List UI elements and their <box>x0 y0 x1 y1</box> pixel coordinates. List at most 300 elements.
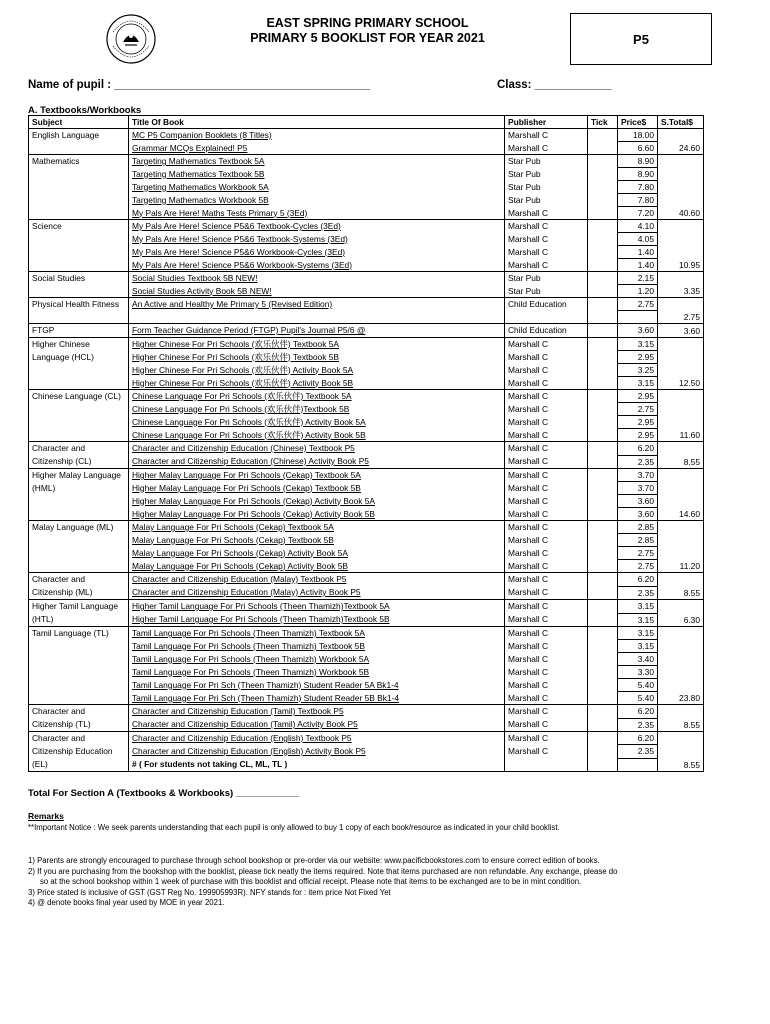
subject-cell: Character and Citizenship (TL) <box>29 705 129 732</box>
book-title: Chinese Language For Pri Schools (欢乐伙伴) Activity Book 5B <box>129 429 505 442</box>
tick-cell[interactable] <box>588 129 618 142</box>
price-cell: 3.40 <box>618 653 658 666</box>
book-title: Higher Tamil Language For Pri Schools (Theen Thamizh)Textbook 5B <box>129 613 505 627</box>
price-cell: 2.95 <box>618 416 658 429</box>
table-row <box>29 732 704 745</box>
publisher-cell <box>505 311 588 324</box>
table-row <box>29 246 704 259</box>
tick-cell[interactable] <box>588 547 618 560</box>
price-cell: 2.15 <box>618 272 658 285</box>
tick-cell[interactable] <box>588 640 618 653</box>
table-row <box>29 679 704 692</box>
publisher-cell: Child Education <box>505 298 588 311</box>
price-cell: 3.60 <box>618 508 658 521</box>
price-cell: 2.35 <box>618 745 658 758</box>
table-row <box>29 521 704 534</box>
tick-cell[interactable] <box>588 207 618 220</box>
publisher-cell: Marshall C <box>505 246 588 259</box>
note-item: 1) Parents are strongly encouraged to purchase through school bookshop or pre-order via our website: www.pacificbookstores.com to ensure correct edition of books. <box>28 856 600 865</box>
subtotal-cell: 24.60 <box>658 129 704 155</box>
table-row <box>29 613 704 627</box>
book-title: Social Studies Textbook 5B NEW! <box>129 272 505 285</box>
price-cell: 2.75 <box>618 560 658 573</box>
publisher-cell: Marshall C <box>505 259 588 272</box>
col-publisher: Publisher <box>505 116 588 129</box>
remarks-heading: Remarks <box>28 811 64 821</box>
tick-cell[interactable] <box>588 272 618 285</box>
book-title: Character and Citizenship Education (Tamil) Textbook P5 <box>129 705 505 719</box>
tick-cell[interactable] <box>588 181 618 194</box>
table-row <box>29 403 704 416</box>
booklist-subtitle: PRIMARY 5 BOOKLIST FOR YEAR 2021 <box>250 31 485 45</box>
tick-cell[interactable] <box>588 142 618 155</box>
book-title: Form Teacher Guidance Period (FTGP) Pupil's Journal P5/6 @ <box>129 324 505 338</box>
subtotal-cell: 6.30 <box>658 600 704 627</box>
price-cell: 3.70 <box>618 482 658 495</box>
table-row <box>29 351 704 364</box>
subject-cell: Mathematics <box>29 155 129 220</box>
price-cell: 2.85 <box>618 521 658 534</box>
book-title: Tamil Language For Pri Schools (Theen Thamizh) Workbook 5B <box>129 666 505 679</box>
publisher-cell: Marshall C <box>505 692 588 705</box>
price-cell: 2.75 <box>618 298 658 311</box>
publisher-cell: Marshall C <box>505 220 588 233</box>
publisher-cell: Marshall C <box>505 377 588 390</box>
table-row <box>29 758 704 771</box>
price-cell: 2.35 <box>618 718 658 732</box>
publisher-cell: Marshall C <box>505 613 588 627</box>
tick-cell[interactable] <box>588 455 618 469</box>
book-title: My Pals Are Here! Science P5&6 Workbook-Systems (3Ed) <box>129 259 505 272</box>
book-title: Character and Citizenship Education (Chinese) Activity Book P5 <box>129 455 505 469</box>
price-cell: 2.95 <box>618 351 658 364</box>
price-cell: 2.75 <box>618 403 658 416</box>
publisher-cell: Marshall C <box>505 600 588 614</box>
table-row <box>29 129 704 142</box>
book-title: Chinese Language For Pri Schools (欢乐伙伴) Textbook 5A <box>129 390 505 403</box>
table-row <box>29 377 704 390</box>
price-cell: 2.35 <box>618 455 658 469</box>
tick-cell[interactable] <box>588 600 618 614</box>
price-cell: 5.40 <box>618 679 658 692</box>
book-title: Tamil Language For Pri Schools (Theen Thamizh) Textbook 5B <box>129 640 505 653</box>
book-title: My Pals Are Here! Science P5&6 Workbook-Cycles (3Ed) <box>129 246 505 259</box>
tick-cell[interactable] <box>588 495 618 508</box>
table-row <box>29 194 704 207</box>
book-title: An Active and Healthy Me Primary 5 (Revised Edition) <box>129 298 505 311</box>
subtotal-cell: 11.60 <box>658 390 704 442</box>
col-tick: Tick <box>588 116 618 129</box>
tick-cell[interactable] <box>588 732 618 745</box>
subtotal-cell: 3.35 <box>658 272 704 298</box>
tick-cell[interactable] <box>588 573 618 587</box>
publisher-cell: Marshall C <box>505 508 588 521</box>
publisher-cell: Marshall C <box>505 534 588 547</box>
subtotal-cell: 14.60 <box>658 469 704 521</box>
tick-cell[interactable] <box>588 653 618 666</box>
class-field[interactable]: Class: ____________ <box>497 79 612 91</box>
subtotal-cell: 3.60 <box>658 324 704 338</box>
book-title: Tamil Language For Pri Sch (Theen Thamizh) Student Reader 5A Bk1-4 <box>129 679 505 692</box>
subject-cell: Character and Citizenship (ML) <box>29 573 129 600</box>
price-cell: 5.40 <box>618 692 658 705</box>
book-title: Targeting Mathematics Textbook 5A <box>129 155 505 168</box>
tick-cell[interactable] <box>588 627 618 640</box>
subtotal-cell: 10.95 <box>658 220 704 272</box>
price-cell: 6.20 <box>618 732 658 745</box>
subject-cell: Social Studies <box>29 272 129 298</box>
book-title: Tamil Language For Pri Schools (Theen Thamizh) Workbook 5A <box>129 653 505 666</box>
tick-cell[interactable] <box>588 758 618 771</box>
tick-cell[interactable] <box>588 324 618 338</box>
subject-cell: Higher Tamil Language (HTL) <box>29 600 129 627</box>
book-title: Chinese Language For Pri Schools (欢乐伙伴)Textbook 5B <box>129 403 505 416</box>
publisher-cell: Marshall C <box>505 495 588 508</box>
price-cell: 8.90 <box>618 155 658 168</box>
table-row <box>29 482 704 495</box>
table-row <box>29 390 704 403</box>
section-a-total: Total For Section A (Textbooks & Workbooks) ____________ <box>28 788 300 799</box>
publisher-cell: Star Pub <box>505 272 588 285</box>
book-title: Higher Malay Language For Pri Schools (Cekap) Textbook 5B <box>129 482 505 495</box>
book-title: Character and Citizenship Education (Malay) Activity Book P5 <box>129 586 505 600</box>
publisher-cell: Marshall C <box>505 640 588 653</box>
tick-cell[interactable] <box>588 718 618 732</box>
subject-cell: Higher Chinese Language (HCL) <box>29 338 129 390</box>
publisher-cell: Marshall C <box>505 586 588 600</box>
price-cell: 2.95 <box>618 390 658 403</box>
subject-cell: Physical Health Fitness <box>29 298 129 324</box>
price-cell: 2.35 <box>618 586 658 600</box>
subtotal-cell: 8.55 <box>658 442 704 469</box>
book-title: Malay Language For Pri Schools (Cekap) Activity Book 5B <box>129 560 505 573</box>
book-title: Character and Citizenship Education (Malay) Textbook P5 <box>129 573 505 587</box>
price-cell: 3.60 <box>618 495 658 508</box>
tick-cell[interactable] <box>588 482 618 495</box>
tick-cell[interactable] <box>588 705 618 719</box>
price-cell: 3.15 <box>618 640 658 653</box>
publisher-cell: Marshall C <box>505 732 588 745</box>
book-title: Character and Citizenship Education (Tamil) Activity Book P5 <box>129 718 505 732</box>
book-title: Targeting Mathematics Textbook 5B <box>129 168 505 181</box>
table-row <box>29 469 704 482</box>
price-cell: 3.25 <box>618 364 658 377</box>
publisher-cell: Star Pub <box>505 155 588 168</box>
table-row <box>29 181 704 194</box>
table-row <box>29 547 704 560</box>
table-row <box>29 285 704 298</box>
tick-cell[interactable] <box>588 521 618 534</box>
publisher-cell: Marshall C <box>505 233 588 246</box>
tick-cell[interactable] <box>588 168 618 181</box>
table-row <box>29 324 704 338</box>
table-row <box>29 718 704 732</box>
table-row <box>29 155 704 168</box>
price-cell: 1.40 <box>618 246 658 259</box>
book-title: Character and Citizenship Education (Chinese) Textbook P5 <box>129 442 505 456</box>
table-row <box>29 640 704 653</box>
subject-cell: Character and Citizenship Education (EL) <box>29 732 129 772</box>
subtotal-cell: 12.50 <box>658 338 704 390</box>
book-title: Social Studies Activity Book 5B NEW! <box>129 285 505 298</box>
book-title: Tamil Language For Pri Sch (Theen Thamizh) Student Reader 5B Bk1-4 <box>129 692 505 705</box>
table-row <box>29 311 704 324</box>
table-row <box>29 627 704 640</box>
publisher-cell: Marshall C <box>505 521 588 534</box>
price-cell: 3.15 <box>618 600 658 614</box>
publisher-cell: Marshall C <box>505 390 588 403</box>
publisher-cell: Marshall C <box>505 364 588 377</box>
publisher-cell: Marshall C <box>505 666 588 679</box>
tick-cell[interactable] <box>588 259 618 272</box>
tick-cell[interactable] <box>588 679 618 692</box>
publisher-cell <box>505 758 588 771</box>
table-row <box>29 259 704 272</box>
subject-cell: Character and Citizenship (CL) <box>29 442 129 469</box>
tick-cell[interactable] <box>588 155 618 168</box>
table-row <box>29 653 704 666</box>
table-row <box>29 508 704 521</box>
price-cell: 4.05 <box>618 233 658 246</box>
tick-cell[interactable] <box>588 469 618 482</box>
tick-cell[interactable] <box>588 311 618 324</box>
tick-cell[interactable] <box>588 233 618 246</box>
publisher-cell: Marshall C <box>505 129 588 142</box>
table-row <box>29 692 704 705</box>
price-cell <box>618 758 658 771</box>
price-cell: 6.20 <box>618 442 658 456</box>
price-cell <box>618 311 658 324</box>
subtotal-cell: 8.55 <box>658 573 704 600</box>
book-title <box>129 311 505 324</box>
book-title: Higher Chinese For Pri Schools (欢乐伙伴) Textbook 5B <box>129 351 505 364</box>
tick-cell[interactable] <box>588 390 618 403</box>
tick-cell[interactable] <box>588 298 618 311</box>
tick-cell[interactable] <box>588 403 618 416</box>
book-title: # ( For students not taking CL, ML, TL ) <box>129 758 505 771</box>
table-header-row <box>29 116 704 129</box>
table-row <box>29 495 704 508</box>
note-item: 4) @ denote books final year used by MOE in year 2021. <box>28 898 225 907</box>
tick-cell[interactable] <box>588 220 618 233</box>
publisher-cell: Star Pub <box>505 194 588 207</box>
subject-cell: Higher Malay Language (HML) <box>29 469 129 521</box>
booklist-table <box>28 115 704 772</box>
price-cell: 4.10 <box>618 220 658 233</box>
price-cell: 3.70 <box>618 469 658 482</box>
tick-cell[interactable] <box>588 377 618 390</box>
book-title: Targeting Mathematics Workbook 5A <box>129 181 505 194</box>
booklist-body <box>29 129 704 772</box>
book-title: Targeting Mathematics Workbook 5B <box>129 194 505 207</box>
table-row <box>29 298 704 311</box>
table-row <box>29 705 704 719</box>
table-row <box>29 207 704 220</box>
publisher-cell: Marshall C <box>505 627 588 640</box>
price-cell: 7.20 <box>618 207 658 220</box>
book-title: My Pals Are Here! Maths Tests Primary 5 (3Ed) <box>129 207 505 220</box>
table-row <box>29 573 704 587</box>
subtotal-cell: 11.20 <box>658 521 704 573</box>
subtotal-cell: 40.60 <box>658 155 704 220</box>
col-price: Price$ <box>618 116 658 129</box>
subject-cell: FTGP <box>29 324 129 338</box>
tick-cell[interactable] <box>588 338 618 351</box>
note-item: 3) Price stated is inclusive of GST (GST Reg No. 199905993R). NFY stands for : item price Not Fixed Yet <box>28 887 391 897</box>
price-cell: 8.90 <box>618 168 658 181</box>
tick-cell[interactable] <box>588 285 618 298</box>
book-title: Character and Citizenship Education (English) Textbook P5 <box>129 732 505 745</box>
price-cell: 2.95 <box>618 429 658 442</box>
tick-cell[interactable] <box>588 194 618 207</box>
publisher-cell: Marshall C <box>505 351 588 364</box>
price-cell: 6.60 <box>618 142 658 155</box>
publisher-cell: Marshall C <box>505 482 588 495</box>
price-cell: 3.60 <box>618 324 658 338</box>
book-title: Character and Citizenship Education (English) Activity Book P5 <box>129 745 505 758</box>
publisher-cell: Marshall C <box>505 338 588 351</box>
school-crest-logo <box>104 12 158 66</box>
subject-cell: Tamil Language (TL) <box>29 627 129 705</box>
subtotal-cell: 2.75 <box>658 298 704 324</box>
publisher-cell: Marshall C <box>505 142 588 155</box>
class-code: P5 <box>633 31 649 47</box>
subtotal-cell: 8.55 <box>658 732 704 772</box>
tick-cell[interactable] <box>588 692 618 705</box>
subject-cell: Science <box>29 220 129 272</box>
tick-cell[interactable] <box>588 613 618 627</box>
table-row <box>29 429 704 442</box>
pupil-name-field[interactable]: Name of pupil : ________________________________________ <box>28 79 371 91</box>
book-title: Tamil Language For Pri Schools (Theen Thamizh) Textbook 5A <box>129 627 505 640</box>
table-row <box>29 442 704 456</box>
price-cell: 7.80 <box>618 181 658 194</box>
col-subtotal: S.Total$ <box>658 116 704 129</box>
tick-cell[interactable] <box>588 586 618 600</box>
price-cell: 3.30 <box>618 666 658 679</box>
tick-cell[interactable] <box>588 534 618 547</box>
price-cell: 3.15 <box>618 377 658 390</box>
publisher-cell: Marshall C <box>505 679 588 692</box>
tick-cell[interactable] <box>588 429 618 442</box>
price-cell: 6.20 <box>618 573 658 587</box>
price-cell: 1.40 <box>618 259 658 272</box>
publisher-cell: Marshall C <box>505 207 588 220</box>
notes-list <box>28 856 738 909</box>
publisher-cell: Marshall C <box>505 560 588 573</box>
book-title: My Pals Are Here! Science P5&6 Textbook-Systems (3Ed) <box>129 233 505 246</box>
book-title: Malay Language For Pri Schools (Cekap) Activity Book 5A <box>129 547 505 560</box>
table-row <box>29 272 704 285</box>
price-cell: 1.20 <box>618 285 658 298</box>
tick-cell[interactable] <box>588 560 618 573</box>
table-row <box>29 586 704 600</box>
tick-cell[interactable] <box>588 416 618 429</box>
tick-cell[interactable] <box>588 508 618 521</box>
table-row <box>29 168 704 181</box>
class-code-box <box>570 13 712 65</box>
book-title: Malay Language For Pri Schools (Cekap) Textbook 5B <box>129 534 505 547</box>
col-subject: Subject <box>29 116 129 129</box>
tick-cell[interactable] <box>588 666 618 679</box>
tick-cell[interactable] <box>588 246 618 259</box>
book-title: MC P5 Companion Booklets (8 Titles) <box>129 129 505 142</box>
publisher-cell: Marshall C <box>505 429 588 442</box>
book-title: Chinese Language For Pri Schools (欢乐伙伴) Activity Book 5A <box>129 416 505 429</box>
publisher-cell: Child Education <box>505 324 588 338</box>
tick-cell[interactable] <box>588 364 618 377</box>
publisher-cell: Marshall C <box>505 403 588 416</box>
price-cell: 7.80 <box>618 194 658 207</box>
publisher-cell: Marshall C <box>505 547 588 560</box>
book-title: Higher Chinese For Pri Schools (欢乐伙伴) Textbook 5A <box>129 338 505 351</box>
section-a-heading: A. Textbooks/Workbooks <box>28 105 142 116</box>
publisher-cell: Marshall C <box>505 653 588 666</box>
price-cell: 3.15 <box>618 613 658 627</box>
book-title: Higher Chinese For Pri Schools (欢乐伙伴) Activity Book 5A <box>129 364 505 377</box>
tick-cell[interactable] <box>588 745 618 758</box>
subject-cell: English Language <box>29 129 129 155</box>
tick-cell[interactable] <box>588 442 618 456</box>
table-row <box>29 233 704 246</box>
note-item: so at the school bookshop within 1 week of purchase with this booklist and official receipt. Please note that items to be exchanged are to be in mint condition. <box>40 877 582 886</box>
publisher-cell: Marshall C <box>505 416 588 429</box>
table-row <box>29 416 704 429</box>
table-row <box>29 338 704 351</box>
school-name: EAST SPRING PRIMARY SCHOOL <box>266 16 469 30</box>
publisher-cell: Marshall C <box>505 455 588 469</box>
price-cell: 18.00 <box>618 129 658 142</box>
book-title: Higher Malay Language For Pri Schools (Cekap) Activity Book 5B <box>129 508 505 521</box>
col-title: Title Of Book <box>129 116 505 129</box>
publisher-cell: Marshall C <box>505 705 588 719</box>
subtotal-cell: 8.55 <box>658 705 704 732</box>
table-row <box>29 600 704 614</box>
price-cell: 3.15 <box>618 627 658 640</box>
table-row <box>29 220 704 233</box>
book-title: Grammar MCQs Explained! P5 <box>129 142 505 155</box>
price-cell: 3.15 <box>618 338 658 351</box>
table-row <box>29 745 704 758</box>
table-row <box>29 142 704 155</box>
tick-cell[interactable] <box>588 351 618 364</box>
book-title: Higher Malay Language For Pri Schools (Cekap) Activity Book 5A <box>129 495 505 508</box>
publisher-cell: Star Pub <box>505 168 588 181</box>
book-title: Higher Chinese For Pri Schools (欢乐伙伴) Activity Book 5B <box>129 377 505 390</box>
note-item: 2) If you are purchasing from the bookshop with the booklist, please tick neatly the items required. Note that items purchased are non refundable. Any exchange, please do <box>28 866 618 876</box>
table-row <box>29 364 704 377</box>
table-row <box>29 666 704 679</box>
publisher-cell: Marshall C <box>505 718 588 732</box>
book-title: My Pals Are Here! Science P5&6 Textbook-Cycles (3Ed) <box>129 220 505 233</box>
price-cell: 6.20 <box>618 705 658 719</box>
document-title <box>200 16 535 46</box>
publisher-cell: Marshall C <box>505 469 588 482</box>
table-row <box>29 534 704 547</box>
subject-cell: Chinese Language (CL) <box>29 390 129 442</box>
book-title: Higher Tamil Language For Pri Schools (Theen Thamizh)Textbook 5A <box>129 600 505 614</box>
publisher-cell: Star Pub <box>505 181 588 194</box>
publisher-cell: Marshall C <box>505 573 588 587</box>
remarks-text: **Important Notice : We seek parents understanding that each pupil is only allowed to buy 1 copy of each book/resource as indicated in your child booklist. <box>28 823 560 832</box>
price-cell: 2.85 <box>618 534 658 547</box>
table-row <box>29 455 704 469</box>
publisher-cell: Star Pub <box>505 285 588 298</box>
book-title: Malay Language For Pri Schools (Cekap) Textbook 5A <box>129 521 505 534</box>
book-title: Higher Malay Language For Pri Schools (Cekap) Textbook 5A <box>129 469 505 482</box>
publisher-cell: Marshall C <box>505 745 588 758</box>
price-cell: 2.75 <box>618 547 658 560</box>
